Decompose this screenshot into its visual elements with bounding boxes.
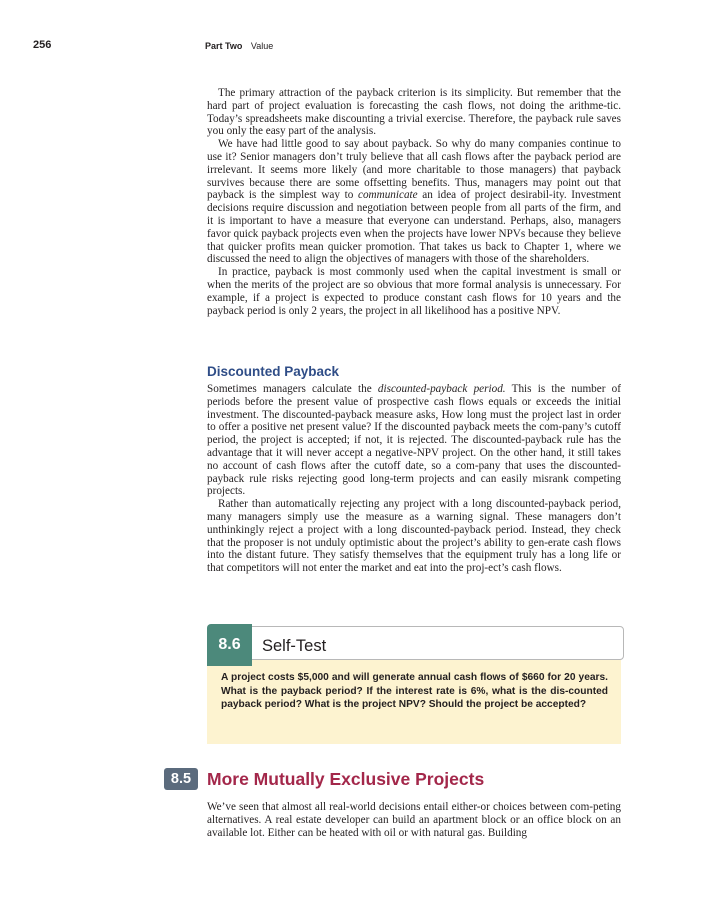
emphasis-discounted-payback-period: discounted-payback period. bbox=[377, 383, 506, 395]
paragraph-why-payback: We have had little good to say about payback. So why do many companies continue to use it? Senior managers don’t truly believe that all cash flows after the payback period are irrelevant. It seems more likely (and more charitable to those managers) that payback survives because there are some offsetting benefits. Thus, managers may point out that payback is the simplest way to communicate an idea of project desirabil-ity. Investment decisions require discussion and negotiation between people from all parts of the firm, and it is important to have a measure that everyone can understand. Perhaps, also, managers favor quick payback projects even when the projects have lower NPVs because they believe that quicker profits mean quicker promotion. That takes us back to Chapter 1, where we discussed the need to align the objectives of managers with those of the shareholders. bbox=[207, 138, 621, 266]
running-head bbox=[205, 41, 273, 51]
section-text-block bbox=[207, 801, 621, 839]
subheading-discounted-payback: Discounted Payback bbox=[207, 364, 340, 379]
paragraph-in-practice: In practice, payback is most commonly used when the capital investment is small or when the merits of the project are so obvious that more formal analysis is unnecessary. For example, if a project is expected to produce constant cash flows for 10 years and the payback period is only 2 years, the project in all likelihood has a positive NPV. bbox=[207, 266, 621, 317]
self-test-number: 8.6 bbox=[207, 624, 252, 666]
self-test-title: Self-Test bbox=[262, 637, 327, 655]
section-title: More Mutually Exclusive Projects bbox=[207, 769, 485, 789]
emphasis-communicate: communicate bbox=[357, 189, 418, 202]
paragraph-discounted-payback-definition: Sometimes managers calculate the discounted-payback period. This is the number of periods before the present value of prospective cash flows equals or exceeds the initial investment. The discounted-payback measure asks, How long must the project last in order to offer a positive net present value? If the discounted payback meets the com-pany’s cutoff period, the project is accepted; if not, it is rejected. The discounted-payback rule has the advantage that it will never accept a negative-NPV project. On the other hand, it still takes no account of cash flows after the cutoff date, so a com-pany that uses the discounted-payback rule risks rejecting good long-term projects and can easily misrank competing projects. bbox=[207, 383, 621, 498]
intro-text-block bbox=[207, 87, 621, 317]
section-number-badge: 8.5 bbox=[164, 768, 198, 790]
running-head-part: Part Two bbox=[205, 41, 243, 51]
self-test-question: A project costs $5,000 and will generate annual cash flows of $660 for 20 years. What is the payback period? If the interest rate is 6%, what is the dis-counted payback period? What is the project NPV? Should the project be accepted? bbox=[221, 672, 608, 710]
paragraph-warning-signal: Rather than automatically rejecting any project with a long discounted-payback period, many managers simply use the measure as a warning signal. These managers don’t unthinkingly reject a project with a long discounted-payback period. Instead, they check that the proposer is not unduly optimistic about the project’s ability to gen-erate cash flows into the distant future. They satisfy themselves that the equipment truly has a long life or that competitors will not enter the market and eat into the proj-ect’s cash flows. bbox=[207, 498, 621, 575]
discounted-payback-text-block bbox=[207, 383, 621, 575]
paragraph-mutually-exclusive-intro: We’ve seen that almost all real-world decisions entail either-or choices between com-peting alternatives. A real estate developer can build an apartment block or an office block on an available lot. Either can be heated with oil or with natural gas. Building bbox=[207, 801, 621, 839]
page-number: 256 bbox=[33, 39, 52, 51]
paragraph-simplicity: The primary attraction of the payback criterion is its simplicity. But remember that the hard part of project evaluation is forecasting the cash flows, not doing the arithme-tic. Today’s spreadsheets make discounting a trivial exercise. Therefore, the payback rule saves you only the easy part of the analysis. bbox=[207, 87, 621, 138]
running-head-title: Value bbox=[250, 41, 274, 51]
